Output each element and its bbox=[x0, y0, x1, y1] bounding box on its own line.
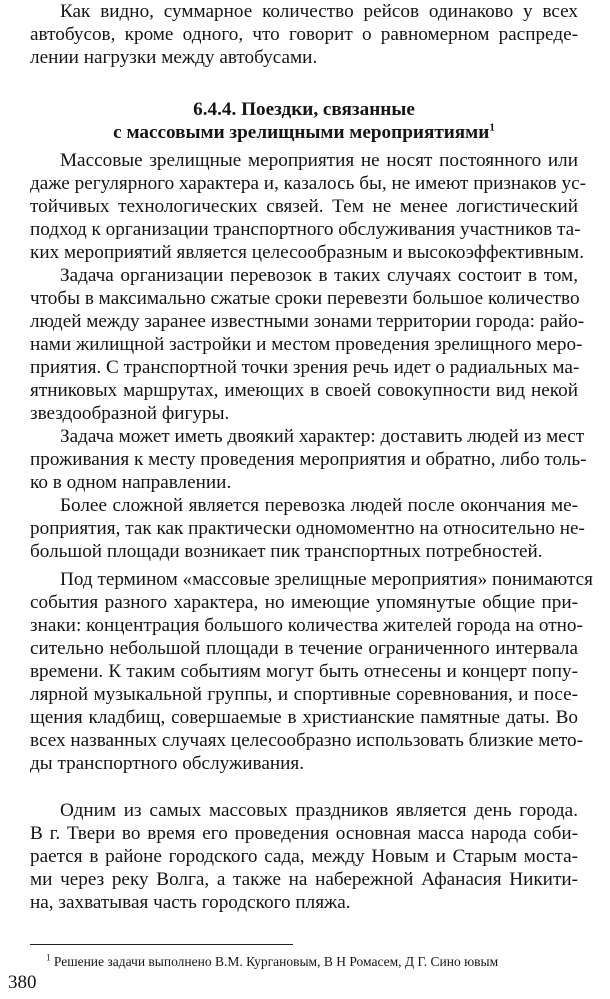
footnote-marker: 1 bbox=[46, 952, 51, 963]
text-line: В г. Твери во время его проведения основная масса народа соби- bbox=[30, 823, 578, 844]
text-line: щения кладбищ, совершаемые в христианские памятные даты. Во bbox=[30, 707, 578, 728]
text-line: события разного характера, но имеющие упомянутые общие при- bbox=[30, 592, 578, 613]
text-line: рается в районе городского сада, между Новым и Старым моста- bbox=[30, 846, 578, 867]
text-line: ды транспортного обслуживания. bbox=[30, 753, 304, 774]
text-line: большой площади возникает пик транспортных потребностей. bbox=[30, 541, 543, 562]
text-line: чтобы в максимально сжатые сроки перевезти большое количество bbox=[30, 288, 580, 309]
text-line: ятниковых маршрутах, имеющих в своей совокупности вид некой bbox=[30, 380, 578, 401]
footnote-marker: 1 bbox=[489, 121, 495, 134]
text-line: лении нагрузки между автобусами. bbox=[30, 47, 318, 68]
footnote-divider bbox=[30, 944, 293, 945]
footnote bbox=[46, 954, 498, 970]
text-line: автобусов, кроме одного, что говорит о равномерном распреде- bbox=[30, 24, 578, 45]
section-heading bbox=[30, 121, 578, 144]
text-line: Задача организации перевозок в таких случаях состоит в том, bbox=[60, 265, 578, 286]
section-heading bbox=[30, 98, 578, 121]
text-line: знаки: концентрация большого количества жителей города на отно- bbox=[30, 615, 583, 636]
text-line: на, захватывая часть городского пляжа. bbox=[30, 892, 351, 913]
text-line: Как видно, суммарное количество рейсов одинаково у всех bbox=[60, 1, 578, 22]
text-line: всех названных случаях целесообразно использовать близкие мето- bbox=[30, 730, 584, 751]
text-line: Одним из самых массовых праздников является день города. bbox=[60, 800, 578, 821]
page-number: 380 bbox=[8, 972, 37, 993]
text-line: звездообразной фигуры. bbox=[30, 403, 230, 424]
text-line: роприятия, так как практически одномоментно на относительно не- bbox=[30, 518, 585, 539]
text-line: ких мероприятий является целесообразным и высокоэффективным. bbox=[30, 242, 584, 263]
text-line: Под термином «массовые зрелищные мероприятия» понимаются bbox=[60, 569, 593, 590]
text-line: Задача может иметь двоякий характер: доставить людей из мест bbox=[60, 426, 585, 447]
footnote-text: Решение задачи выполнено В.М. Кургановым, В Н Ромасем, Д Г. Сино ювым bbox=[53, 954, 499, 969]
text-line: нами жилищной застройки и местом проведения зрелищного меро- bbox=[30, 334, 583, 355]
text-line: ко в одном направлении. bbox=[30, 472, 232, 493]
text-line: людей между заранее известными зонами территории города: райо- bbox=[30, 311, 585, 332]
text-line: Более сложной является перевозка людей после окончания ме- bbox=[60, 495, 578, 516]
text-line: сительно небольшой площади в течение ограниченного интервала bbox=[30, 638, 578, 659]
text-line: тойчивых технологических связей. Тем не менее логистический bbox=[30, 196, 578, 217]
text-line: Массовые зрелищные мероприятия не носят постоянного или bbox=[60, 150, 578, 171]
text-line: приятия. С транспортной точки зрения речь идет о радиальных ма- bbox=[30, 357, 580, 378]
text-line: лярной музыкальной группы, и спортивные соревнования, и посе- bbox=[30, 684, 578, 705]
heading-line-1: 6.4.4. Поездки, связанные bbox=[193, 99, 415, 120]
heading-line-2: с массовыми зрелищными мероприятиями bbox=[113, 122, 490, 143]
text-line: подход к организации транспортного обслуживания участников та- bbox=[30, 219, 581, 240]
text-line: даже регулярного характера и, казалось бы, не имеют признаков ус- bbox=[30, 173, 587, 194]
text-line: ми через реку Волга, а также на набережной Афанасия Никити- bbox=[30, 869, 578, 890]
text-line: проживания к месту проведения мероприятия и обратно, либо толь- bbox=[30, 449, 587, 470]
text-line: времени. К таким событиям могут быть отнесены и концерт попу- bbox=[30, 661, 578, 682]
